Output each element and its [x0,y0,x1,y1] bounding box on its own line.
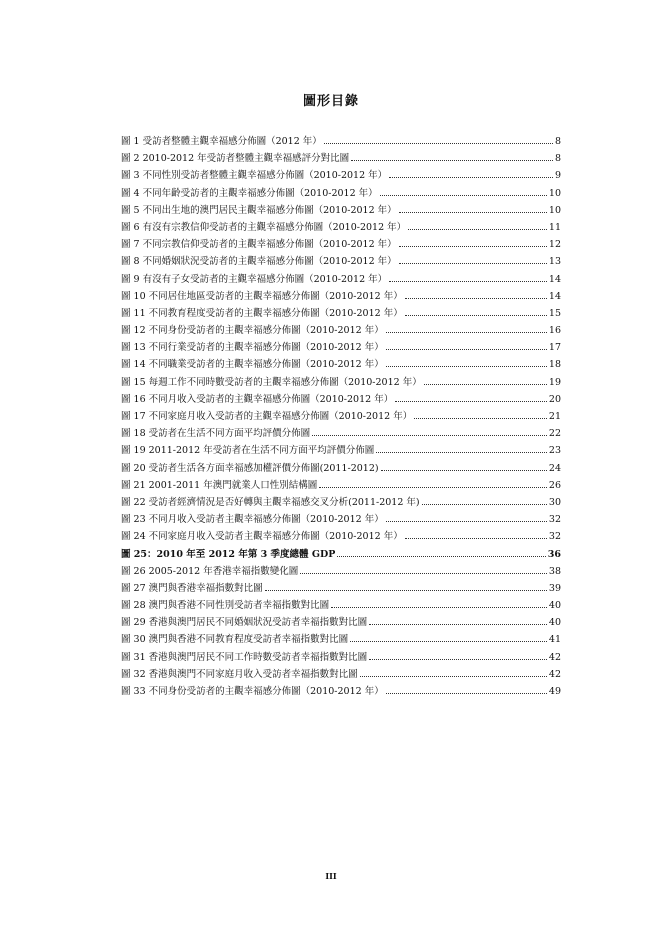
toc-entry-label: 圖 2 2010-2012 年受訪者整體主觀幸福感評分對比圖 [121,153,350,165]
toc-entry-label: 圖 1 受訪者整體主觀幸福感分佈圖（2012 年） [121,136,322,147]
toc-entry[interactable] [121,288,561,305]
toc-entry-label: 圖 5 不同出生地的澳門居民主觀幸福感分佈圖（2010-2012 年） [121,204,397,216]
dot-leader [405,537,547,539]
toc-entry-page: 13 [548,256,561,268]
toc-entry[interactable] [121,374,561,391]
toc-entry-page: 10 [548,204,561,216]
page-title: 圖形目錄 [302,94,359,109]
toc-entry-page: 9 [554,170,561,182]
dot-leader [399,262,547,264]
toc-entry-label: 圖 19 2011-2012 年受訪者在生活不同方面平均評價分佈圖 [121,445,375,457]
toc-entry-page: 36 [547,548,561,560]
toc-entry[interactable] [121,150,561,167]
toc-entry-page: 22 [548,428,561,440]
dot-leader [319,486,547,488]
dot-leader [312,434,547,436]
toc-entry-label: 圖 17 不同家庭月收入受訪者的主觀幸福感分佈圖（2010-2012 年） [121,411,413,422]
toc-entry[interactable] [121,236,561,253]
toc-entry-label: 圖 32 香港與澳門不同家庭月收入受訪者幸福指數對比圖 [121,668,358,680]
dot-leader [350,640,547,642]
toc-entry-label: 圖 9 有沒有子女受訪者的主觀幸福感分佈圖（2010-2012 年） [121,273,388,285]
toc-entry-page: 30 [548,496,561,508]
toc-entry[interactable] [121,563,561,580]
toc-entry-label: 圖 12 不同身份受訪者的主觀幸福感分佈圖（2010-2012 年） [121,325,384,337]
toc-entry-label: 圖 18 受訪者在生活不同方面平均評價分佈圖 [121,428,311,440]
toc-entry-label: 圖 31 香港與澳門居民不同工作時數受訪者幸福指數對比圖 [121,651,368,663]
dot-leader [389,176,553,178]
toc-entry[interactable] [121,253,561,270]
toc-entry-label: 圖 3 不同性別受訪者整體主觀幸福感分佈圖（2010-2012 年） [121,170,388,182]
toc-entry-page: 17 [548,342,561,354]
dot-leader [369,623,547,625]
toc-entry-label: 圖 26 2005-2012 年香港幸福指數變化圖 [121,565,299,577]
dot-leader [386,520,547,522]
toc-entry[interactable] [121,356,561,373]
dot-leader [399,245,547,247]
toc-entry[interactable] [121,666,561,683]
dot-leader [369,658,547,660]
toc-entry-page: 41 [548,634,561,646]
toc-entry-label: 圖 15 每週工作不同時數受訪者的主觀幸福感分佈圖（2010-2012 年） [121,376,422,388]
toc-entry-label: 圖 4 不同年齡受訪者的主觀幸福感分佈圖（2010-2012 年） [121,187,378,199]
toc-entry-label: 圖 23 不同月收入受訪者主觀幸福感分佈圖（2010-2012 年） [121,514,384,526]
toc-entry[interactable] [121,167,561,184]
dot-leader [386,331,547,333]
dot-leader [405,297,547,299]
toc-entry-page: 16 [548,325,561,337]
dot-leader [389,280,547,282]
toc-entry[interactable] [121,271,561,288]
toc-entry[interactable] [121,442,561,459]
toc-entry[interactable] [121,494,561,511]
toc-entry-page: 20 [548,393,561,405]
toc-entry-page: 42 [548,668,561,680]
toc-entry[interactable] [121,425,561,442]
toc-entry-page: 32 [548,531,561,543]
dot-leader [395,400,547,402]
dot-leader [422,503,547,505]
toc-entry-page: 26 [548,479,561,491]
toc-entry[interactable] [121,322,561,339]
toc-entry-page: 11 [548,221,561,233]
dot-leader [380,194,547,196]
toc-entry-label: 圖 27 澳門與香港幸福指數對比圖 [121,582,263,594]
toc-entry[interactable] [121,683,561,700]
toc-entry[interactable] [121,614,561,631]
dot-leader [386,348,547,350]
toc-entry[interactable] [121,546,561,563]
toc-entry-page: 39 [548,582,561,594]
toc-entry[interactable] [121,339,561,356]
toc-entry-label: 圖 24 不同家庭月收入受訪者主觀幸福感分佈圖（2010-2012 年） [121,531,403,543]
toc-entry-label: 圖 10 不同居住地區受訪者的主觀幸福感分佈圖（2010-2012 年） [121,290,403,302]
dot-leader [376,451,547,453]
toc-entry-page: 42 [548,651,561,663]
dot-leader [414,417,547,419]
toc-entry-page: 24 [548,462,561,474]
toc-entry[interactable] [121,133,561,150]
toc-entry-label: 圖 28 澳門與香港不同性別受訪者幸福指數對比圖 [121,600,330,612]
dot-leader [360,675,547,677]
toc-entry[interactable] [121,460,561,477]
dot-leader [386,365,547,367]
toc-entry-label: 圖 6 有沒有宗教信仰受訪者的主觀幸福感分佈圖（2010-2012 年） [121,221,407,233]
dot-leader [331,606,547,608]
toc-entry[interactable] [121,185,561,202]
toc-entry-label: 圖 29 香港與澳門居民不同婚姻狀況受訪者幸福指數對比圖 [121,617,368,629]
toc-entry-page: 14 [548,290,561,302]
toc-entry-page: 38 [548,565,561,577]
toc-entry-label: 圖 22 受訪者經濟情況是否好轉與主觀幸福感交叉分析(2011-2012 年) [121,496,420,508]
dot-leader [351,159,553,161]
toc-entry[interactable] [121,580,561,597]
toc-entry-label: 圖 21 2001-2011 年澳門就業人口性別結構圖 [121,479,318,491]
dot-leader [408,228,547,230]
dot-leader [399,211,547,213]
toc-entry-label: 圖 30 澳門與香港不同教育程度受訪者幸福指數對比圖 [121,634,349,646]
toc-entry[interactable] [121,597,561,614]
toc-entry-page: 21 [548,411,561,422]
toc-entry-page: 10 [548,187,561,199]
toc-entry-label: 圖 20 受訪者生活各方面幸福感加權評價分佈圖(2011-2012) [121,462,379,474]
toc-entry-page: 8 [554,136,561,147]
toc-entry[interactable] [121,511,561,528]
dot-leader [265,589,547,591]
dot-leader [386,692,547,694]
toc-entry[interactable] [121,408,561,425]
toc-entry-label: 圖 16 不同月收入受訪者的主觀幸福感分佈圖（2010-2012 年） [121,393,394,405]
toc-entry-label: 圖 13 不同行業受訪者的主觀幸福感分佈圖（2010-2012 年） [121,342,384,354]
toc-entry[interactable] [121,391,561,408]
toc-entry-page: 49 [548,686,561,697]
dot-leader [381,469,547,471]
toc-entry-page: 15 [548,307,561,319]
toc-entry-page: 8 [554,153,561,165]
toc-entry[interactable] [121,631,561,648]
toc-entry[interactable] [121,649,561,666]
toc-entry[interactable] [121,305,561,322]
dot-leader [324,142,553,144]
toc-entry-page: 19 [548,376,561,388]
toc-entry-page: 18 [548,359,561,371]
toc-entry-label: 圖 25：2010 年至 2012 年第 3 季度總體 GDP [121,548,336,560]
toc-entry[interactable] [121,202,561,219]
dot-leader [405,314,547,316]
table-of-figures [121,133,561,700]
toc-entry-page: 23 [548,445,561,457]
dot-leader [300,572,547,574]
toc-entry-label: 圖 33 不同身份受訪者的主觀幸福感分佈圖（2010-2012 年） [121,686,384,697]
page-number: III [325,871,337,881]
toc-entry-page: 40 [548,617,561,629]
toc-entry-label: 圖 7 不同宗教信仰受訪者的主觀幸福感分佈圖（2010-2012 年） [121,239,397,251]
dot-leader [424,383,547,385]
toc-entry[interactable] [121,528,561,545]
toc-entry-page: 12 [548,239,561,251]
toc-entry-label: 圖 11 不同教育程度受訪者的主觀幸福感分佈圖（2010-2012 年） [121,307,403,319]
toc-entry-page: 32 [548,514,561,526]
toc-entry-label: 圖 8 不同婚姻狀況受訪者的主觀幸福感分佈圖（2010-2012 年） [121,256,397,268]
toc-entry[interactable] [121,477,561,494]
dot-leader [337,555,545,557]
toc-entry[interactable] [121,219,561,236]
toc-entry-page: 40 [548,600,561,612]
toc-entry-page: 14 [548,273,561,285]
toc-entry-label: 圖 14 不同職業受訪者的主觀幸福感分佈圖（2010-2012 年） [121,359,384,371]
